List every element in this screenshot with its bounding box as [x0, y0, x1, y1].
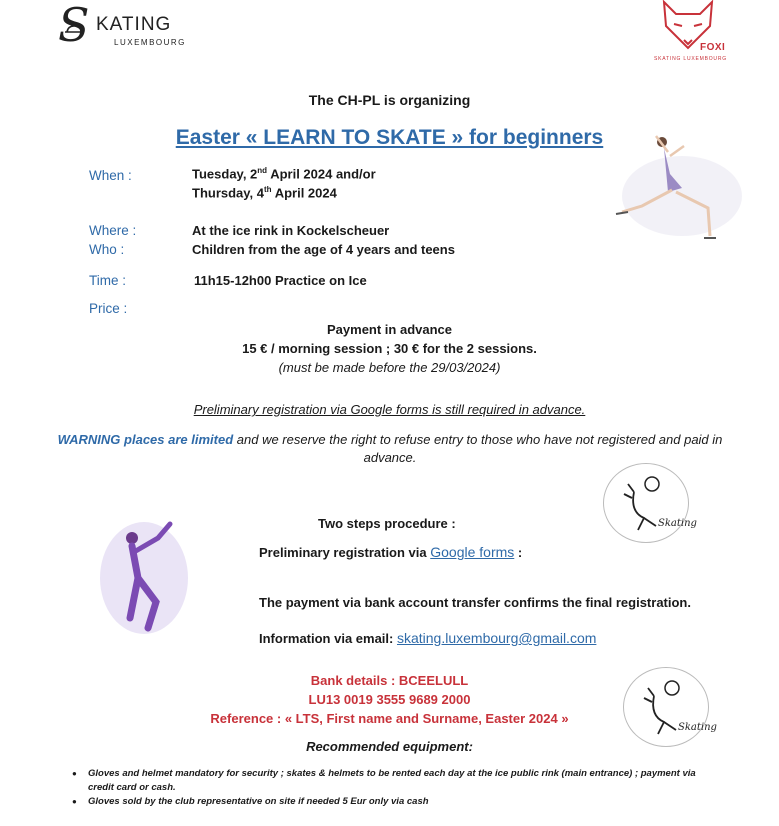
- equipment-title: Recommended equipment:: [306, 739, 473, 754]
- stamp-skater-icon: [604, 464, 697, 544]
- foxi-wordmark: FOXI: [700, 42, 726, 53]
- email-link[interactable]: skating.luxembourg@gmail.com: [396, 630, 597, 646]
- price-label: Price :: [89, 301, 128, 316]
- time-value: 11h15-12h00 Practice on Ice: [194, 273, 367, 288]
- equipment-list: [72, 767, 722, 809]
- logo-subtitle: LUXEMBOURG: [114, 38, 186, 47]
- when-label: When :: [89, 168, 132, 183]
- step-2: The payment via bank account transfer confirms the final registration.: [259, 595, 691, 610]
- purple-skater-illustration: [96, 518, 192, 636]
- bank-line-1: Bank details : BCEELULL: [310, 673, 469, 688]
- time-label: Time :: [89, 273, 126, 288]
- who-label: Who :: [89, 242, 125, 257]
- bank-reference: Reference : « LTS, First name and Surname, Easter 2024 »: [210, 711, 569, 726]
- warning-text: [40, 431, 740, 467]
- skating-stamp-top: [603, 463, 697, 543]
- foxi-logo: [648, 0, 738, 66]
- email-line: Information via email: skating.luxembourg@gmail.com: [259, 630, 597, 646]
- foxi-subtitle: SKATING LUXEMBOURG: [654, 56, 727, 62]
- google-forms-link[interactable]: Google forms: [430, 544, 515, 560]
- payment-line-2: 15 € / morning session ; 30 € for the 2 sessions.: [242, 341, 537, 356]
- steps-title: Two steps procedure :: [318, 516, 456, 531]
- when-date-2: Thursday, 4th April 2024: [192, 185, 337, 201]
- equipment-item: ● Gloves and helmet mandatory for security ; skates & helmets to be rented each day at the ice public rink (main entrance) ; payment via credit card or cash.: [72, 767, 722, 795]
- stamp-skater-icon-2: [624, 668, 717, 748]
- preliminary-notice: Preliminary registration via Google forms is still required in advance.: [193, 402, 586, 417]
- logo-initial: S: [58, 0, 90, 52]
- event-title: Easter « LEARN TO SKATE » for beginners: [175, 126, 604, 149]
- stamp-text-bottom: Skating: [678, 722, 717, 733]
- warning-highlight: WARNING places are limited: [57, 432, 234, 447]
- where-label: Where :: [89, 223, 137, 238]
- payment-line-1: Payment in advance: [327, 322, 452, 337]
- payment-block: [0, 320, 779, 377]
- equipment-item: ● Gloves sold by the club representative on site if needed 5 Eur only via cash: [72, 795, 722, 809]
- logo-wordmark: KATING: [96, 14, 172, 35]
- payment-note: (must be made before the 29/03/2024): [278, 360, 501, 375]
- when-date-1: Tuesday, 2nd April 2024 and/or: [192, 166, 376, 182]
- intro-text: The CH-PL is organizing: [308, 92, 471, 108]
- step-1: Preliminary registration via Google forms :: [259, 544, 523, 560]
- bank-iban: LU13 0019 3555 9689 2000: [308, 692, 471, 707]
- where-value: At the ice rink in Kockelscheuer: [192, 223, 390, 238]
- stamp-text-top: Skating: [658, 518, 697, 529]
- skating-luxembourg-logo: [58, 0, 208, 52]
- warning-rest: and we reserve the right to refuse entry to those who have not registered and paid in advance.: [233, 432, 723, 465]
- skating-stamp-bottom: [623, 667, 717, 747]
- skater-icon: [62, 10, 92, 40]
- who-value: Children from the age of 4 years and teens: [192, 242, 455, 257]
